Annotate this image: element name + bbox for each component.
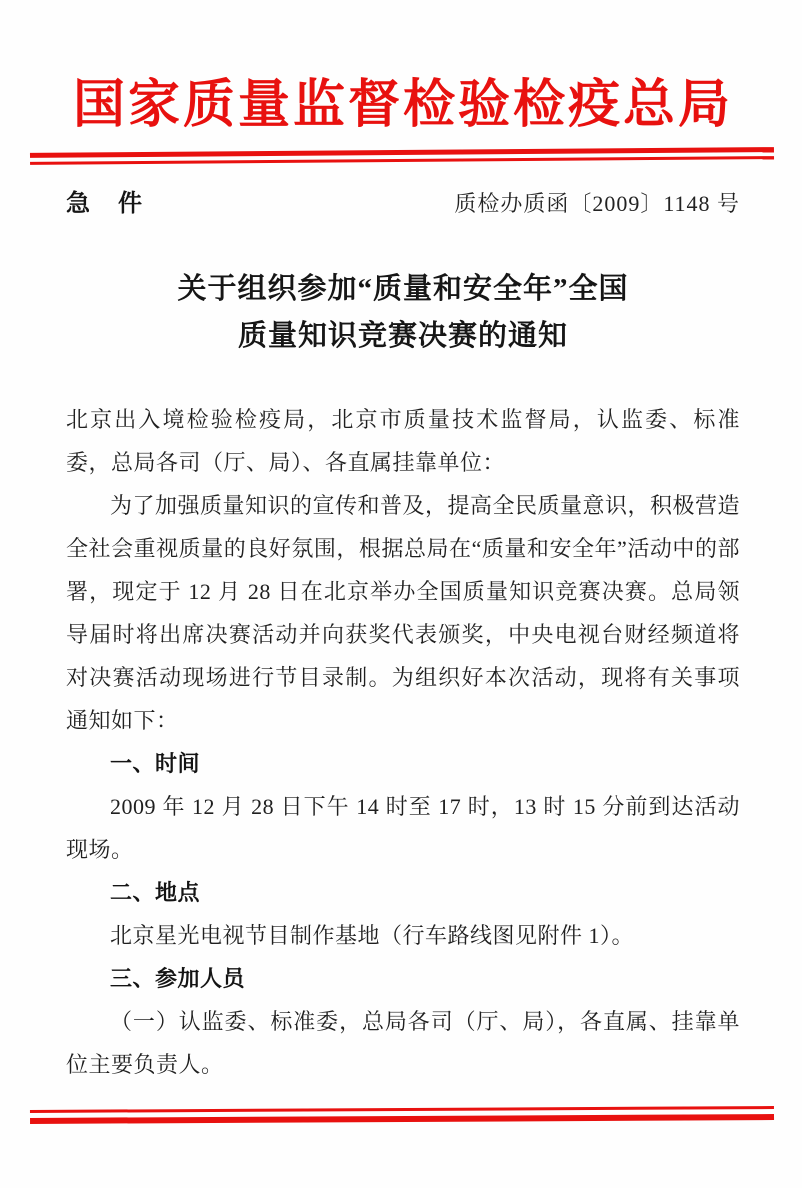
document-title-line2: 质量知识竞赛决赛的通知 xyxy=(237,320,568,352)
section-1-text: 2009 年 12 月 28 日下午 14 时至 17 时，13 时 15 分前到达活动现场。 xyxy=(66,794,740,862)
section-2-text: 北京星光电视节目制作基地（行车路线图见附件 1）。 xyxy=(110,923,635,948)
document-body xyxy=(66,398,740,1086)
intro-paragraph: 为了加强质量知识的宣传和普及，提高全民质量意识，积极营造全社会重视质量的良好氛围，根据总局在“质量和安全年”活动中的部署，现定于 12 月 28 日在北京举办全国质量知识竞赛决赛。总局领导届时将出席决赛活动并向获奖代表颁奖，中央电视台财经频道将对决赛活动现场进行节目录制。为组织好本次活动，现将有关事项通知如下： xyxy=(66,493,741,733)
section-2-heading: 二、地点 xyxy=(110,880,201,905)
document-number: 质检办质函〔2009〕1148 号 xyxy=(454,191,740,216)
document-title-line1: 关于组织参加“质量和安全年”全国 xyxy=(177,273,629,305)
footer-divider xyxy=(30,1106,774,1123)
document-meta-row xyxy=(66,188,740,220)
document-title xyxy=(66,266,740,360)
section-1-heading: 一、时间 xyxy=(110,751,201,776)
section-3-heading: 三、参加人员 xyxy=(110,966,246,991)
recipients-salutation: 北京出入境检验检疫局，北京市质量技术监督局，认监委、标准委，总局各司（厅、局）、各直属挂靠单位： xyxy=(66,407,740,475)
urgency-label: 急 件 xyxy=(66,190,144,217)
letterhead-divider xyxy=(30,147,774,164)
section-3-item-1: （一）认监委、标准委，总局各司（厅、局），各直属、挂靠单位主要负责人。 xyxy=(66,1009,740,1077)
agency-letterhead: 国家质量监督检验检疫总局 xyxy=(72,77,733,134)
